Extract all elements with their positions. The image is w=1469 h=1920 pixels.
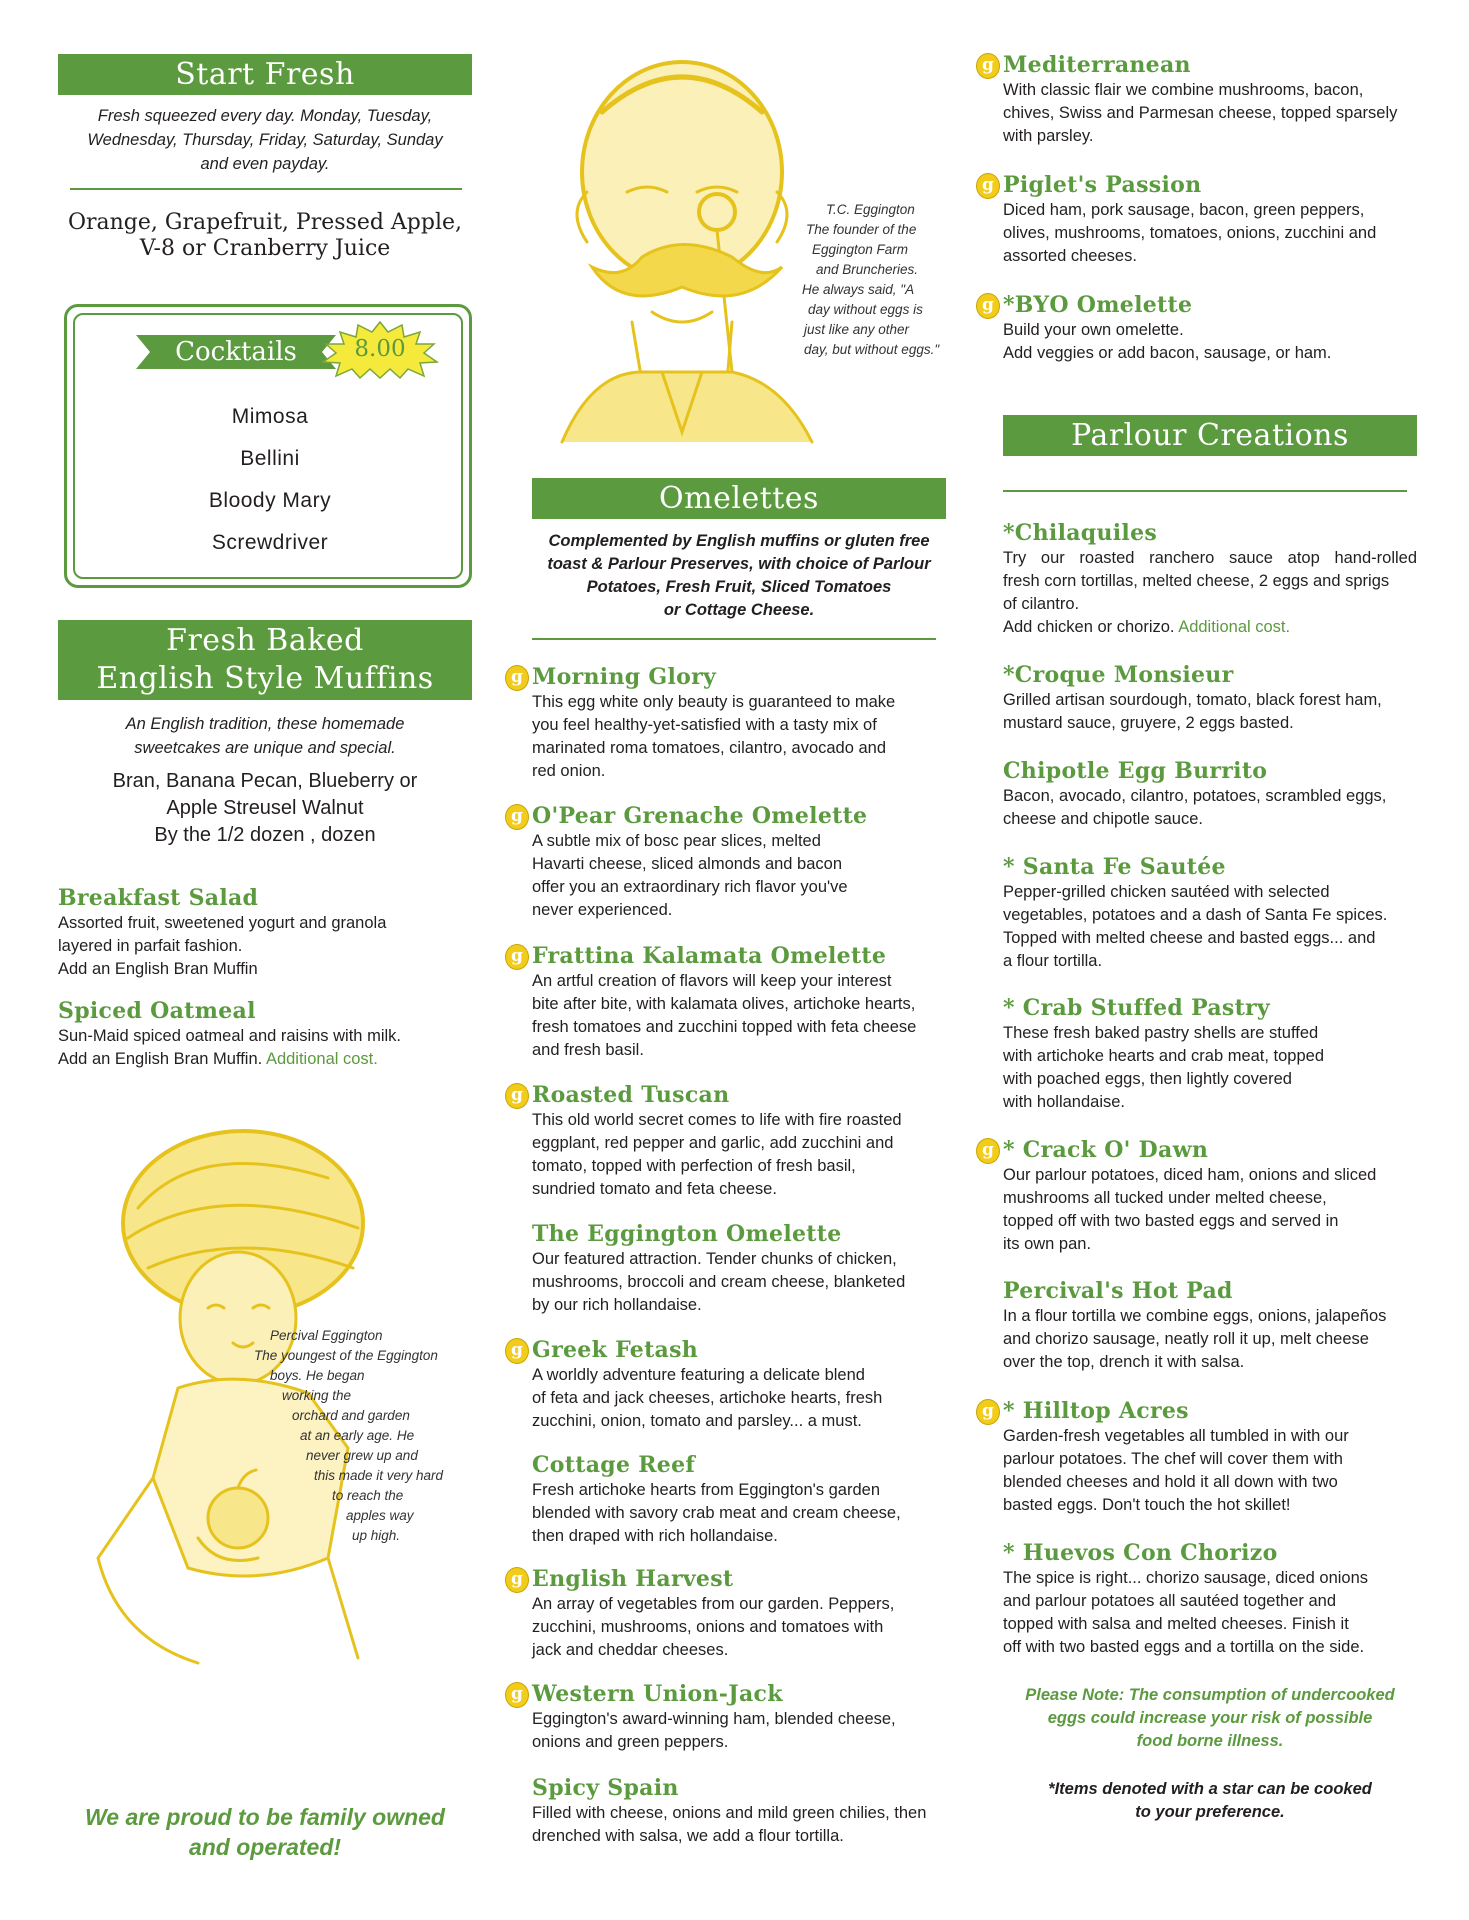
parlour-divider (1003, 490, 1407, 492)
gluten-free-g-icon: g (505, 1682, 529, 1708)
menu-item-roasted-tuscan: g Roasted Tuscan This old world secret comes to life with fire roasted eggplant, red pepper and garlic, add zucchini and tomato, topped with perfection of fresh basil, sundried tomato and feta cheese. (532, 1082, 946, 1201)
percival-caption: Percival Eggington The youngest of the Eggington boys. He began working the orchard and garden at an early age. He never grew up and this made it very hard to reach the apples way up high. (254, 1328, 444, 1543)
additional-cost-note: Additional cost. (265, 1050, 378, 1068)
menu-item-spicy-spain: Spicy Spain Filled with cheese, onions and mild green chilies, then drenched with salsa, we add a flour tortilla. (532, 1775, 927, 1845)
menu-item-byo-omelette: g *BYO Omelette Build your own omelette. Add veggies or add bacon, sausage, or ham. (1003, 292, 1417, 365)
menu-item-spiced-oatmeal: Spiced Oatmeal Sun-Maid spiced oatmeal and raisins with milk. Add an English Bran Muffin. Additional cost. (58, 998, 401, 1068)
juice-list: Orange, Grapefruit, Pressed Apple, V-8 or Cranberry Juice (67, 210, 463, 261)
menu-item-opear-grenache: g O'Pear Grenache Omelette A subtle mix of bosc pear slices, melted Havarti cheese, sliced almonds and bacon offer you an extraordinary rich flavor you've never experienced. (532, 803, 946, 922)
menu-item-piglets-passion: g Piglet's Passion Diced ham, pork sausage, bacon, green peppers, olives, mushrooms, tomatoes, onions, zucchini and assorted cheeses. (1003, 172, 1417, 268)
undercooked-eggs-warning: Please Note: The consumption of undercooked eggs could increase your risk of possible food borne illness. (1025, 1686, 1395, 1750)
muffins-subtitle: An English tradition, these homemade sweetcakes are unique and special. (125, 715, 405, 757)
start-fresh-title: Start Fresh (175, 57, 355, 92)
gluten-free-g-icon: g (505, 665, 529, 691)
menu-item-eggington-omelette: The Eggington Omelette Our featured attraction. Tender chunks of chicken, mushrooms, broccoli and cream cheese, blanketed by our rich hollandaise. (532, 1221, 906, 1314)
cocktail-item: Mimosa (231, 405, 309, 428)
parlour-creations-title: Parlour Creations (1071, 418, 1349, 453)
menu-item-croque-monsieur: *Croque Monsieur Grilled artisan sourdough, tomato, black forest ham, mustard sauce, gruyere, 2 eggs basted. (1003, 662, 1382, 732)
start-fresh-banner (58, 54, 472, 95)
cocktails-price: 8.00 (354, 336, 406, 362)
menu-item-greek-fetash: g Greek Fetash A worldly adventure featuring a delicate blend of feta and jack cheeses, artichoke hearts, fresh zucchini, onion, tomato and parsley... a must. (532, 1337, 946, 1433)
gluten-free-g-icon: g (505, 804, 529, 830)
omelettes-title: Omelettes (659, 481, 819, 516)
cocktail-item: Screwdriver (211, 531, 329, 554)
gluten-free-g-icon: g (976, 293, 1000, 319)
gluten-free-g-icon: g (505, 944, 529, 970)
menu-item-huevos-con-chorizo: * Huevos Con Chorizo The spice is right... chorizo sausage, diced onions and parlour potatoes all sautéed together and topped with salsa and melted cheeses. Finish it off with two basted eggs and a tortilla on the side. (1003, 1540, 1369, 1656)
start-fresh-subtitle: Fresh squeezed every day. Monday, Tuesday, Wednesday, Thursday, Friday, Saturday, Sunday and even payday. (87, 107, 443, 173)
menu-item-frattina-kalamata: g Frattina Kalamata Omelette An artful creation of flavors will keep your interest bite after bite, with kalamata olives, artichoke hearts, fresh tomatoes and zucchini topped with feta cheese and fresh basil. (532, 943, 946, 1062)
parlour-creations-banner (1003, 415, 1417, 456)
omelettes-subtitle: Complemented by English muffins or gluten free toast & Parlour Preserves, with choice of Parlour Potatoes, Fresh Fruit, Sliced Tomatoes or Cottage Cheese. (547, 532, 931, 619)
additional-cost-note: Additional cost. (1178, 618, 1291, 636)
cocktail-item: Bellini (240, 447, 300, 470)
menu-item-santa-fe-sautee: * Santa Fe Sautée Pepper-grilled chicken sautéed with selected vegetables, potatoes and a dash of Santa Fe spices. Topped with melted cheese and basted eggs... and a flour tortilla. (1003, 854, 1388, 970)
menu-item-western-union-jack: g Western Union-Jack Eggington's award-winning ham, blended cheese, onions and green peppers. (532, 1681, 946, 1754)
menu-item-chilaquiles: *Chilaquiles Try our roasted ranchero sauce atop hand-rolled fresh corn tortillas, melted cheese, 2 eggs and sprigs of cilantro. Add chicken or chorizo. Additional cost. (1003, 520, 1417, 636)
cocktail-list (58, 396, 482, 564)
muffin-flavors: Bran, Banana Pecan, Blueberry or Apple Streusel Walnut By the 1/2 dozen , dozen (112, 770, 418, 846)
menu-item-chipotle-egg-burrito: Chipotle Egg Burrito Bacon, avocado, cilantro, potatoes, scrambled eggs, cheese and chipotle sauce. (1003, 758, 1387, 828)
menu-item-crab-stuffed-pastry: * Crab Stuffed Pastry These fresh baked pastry shells are stuffed with artichoke hearts and crab meat, topped with poached eggs, then lightly covered with hollandaise. (1003, 995, 1325, 1111)
menu-item-cottage-reef: Cottage Reef Fresh artichoke hearts from Eggington's garden blended with savory crab meat and cream cheese, then draped with rich hollandaise. (532, 1452, 901, 1545)
gluten-free-g-icon: g (505, 1567, 529, 1593)
omelettes-banner (532, 478, 946, 519)
star-items-note: *Items denoted with a star can be cooked to your preference. (1048, 1780, 1372, 1821)
menu-item-breakfast-salad: Breakfast Salad Assorted fruit, sweetened yogurt and granola layered in parfait fashion. Add an English Bran Muffin (58, 885, 387, 978)
omelettes-divider (532, 638, 936, 640)
family-owned-note: We are proud to be family owned and operated! (85, 1804, 445, 1860)
gluten-free-g-icon: g (505, 1083, 529, 1109)
menu-item-morning-glory: g Morning Glory This egg white only beauty is guaranteed to make you feel healthy-yet-satisfied with a tasty mix of marinated roma tomatoes, cilantro, avocado and red onion. (532, 664, 946, 783)
gluten-free-g-icon: g (976, 1138, 1000, 1164)
menu-item-crack-o-dawn: g * Crack O' Dawn Our parlour potatoes, diced ham, onions and sliced mushrooms all tucked under melted cheese, topped off with two basted eggs and served in its own pan. (1003, 1137, 1417, 1256)
cocktail-item: Bloody Mary (208, 489, 332, 512)
tc-eggington-caption: T.C. Eggington The founder of the Eggington Farm and Bruncheries. He always said, "A day without eggs is just like any other day, but without eggs." (802, 202, 940, 357)
gluten-free-g-icon: g (976, 173, 1000, 199)
cocktails-title: Cocktails (175, 337, 297, 367)
muffins-banner: Fresh Baked English Style Muffins (58, 620, 472, 700)
gluten-free-g-icon: g (505, 1338, 529, 1364)
menu-item-percivals-hot-pad: Percival's Hot Pad In a flour tortilla we combine eggs, onions, jalapeños and chorizo sausage, neatly roll it up, melt cheese over the top, drench it with salsa. (1003, 1278, 1387, 1371)
menu-item-mediterranean: g Mediterranean With classic flair we combine mushrooms, bacon, chives, Swiss and Parmesan cheese, topped sparsely with parsley. (1003, 52, 1417, 148)
menu-item-hilltop-acres: g * Hilltop Acres Garden-fresh vegetables all tumbled in with our parlour potatoes. The chef will cover them with blended cheeses and hold it all down with two basted eggs. Don't touch the hot skillet! (1003, 1398, 1417, 1517)
gluten-free-g-icon: g (976, 1399, 1000, 1425)
menu-item-english-harvest: g English Harvest An array of vegetables from our garden. Peppers, zucchini, mushrooms, onions and tomatoes with jack and cheddar cheeses. (532, 1566, 946, 1662)
start-fresh-divider (70, 188, 462, 190)
gluten-free-g-icon: g (976, 53, 1000, 79)
